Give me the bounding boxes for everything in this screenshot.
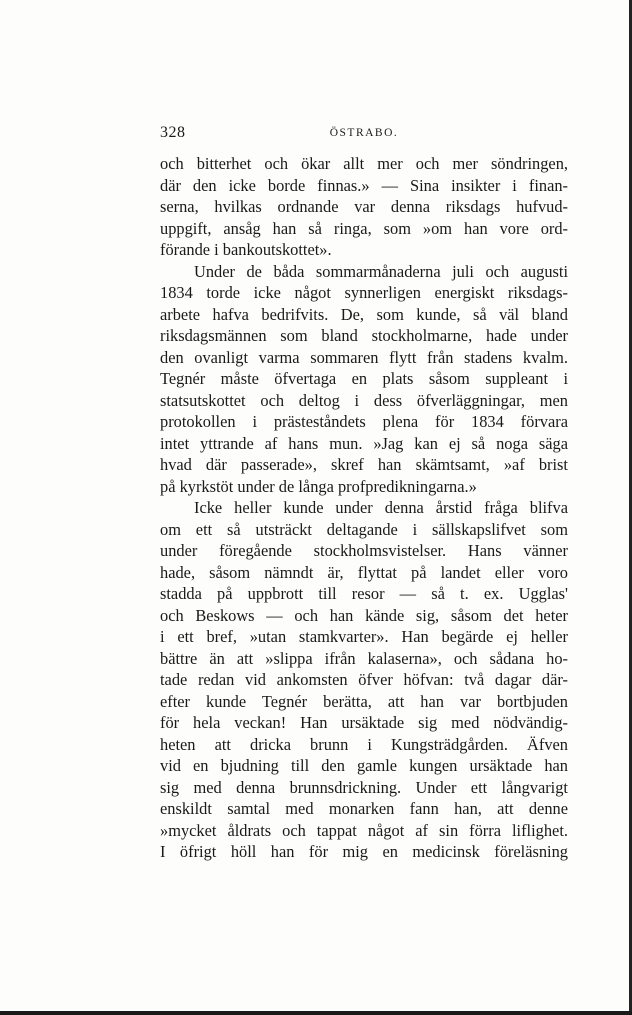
- text-line: I öfrigt höll han för mig en medicinsk föreläsning: [160, 842, 568, 861]
- text-line: den ovanligt varma sommaren flytt från stadens kvalm.: [160, 347, 568, 367]
- text-line: stadda på uppbrott till resor — så t. ex. Ugglas': [160, 584, 568, 603]
- paragraph-first-line: Under de båda sommarmånaderna juli och augusti: [194, 261, 568, 281]
- text-line: intet yttrande af hans mun. »Jag kan ej så noga säga: [160, 433, 568, 453]
- text-line: uppgift, ansåg han så ringa, som »om han vore ord-: [160, 218, 568, 238]
- text-line: »mycket åldrats och tappat något af sin förra liflighet.: [160, 820, 568, 840]
- body-text: [160, 153, 568, 863]
- text-line: 1834 torde icke något synnerligen energiskt riksdags-: [160, 283, 568, 302]
- text-line: enskildt samtal med monarken fann han, att denne: [160, 799, 568, 818]
- text-line: tade redan vid ankomsten öfver höfvan: två dagar där-: [160, 670, 568, 689]
- text-line: i ett bref, »utan stamkvarter». Han begärde ej heller: [160, 627, 568, 646]
- text-line: vid en bjudning till den gamle kungen ursäktade han: [160, 756, 568, 775]
- text-line: förande i bankoutskottet».: [160, 240, 332, 259]
- paragraph-first-line: Icke heller kunde under denna årstid fråga blifva: [194, 498, 568, 517]
- text-line: bättre än att »slippa ifrån kalaserna», och sådana ho-: [160, 648, 568, 668]
- text-line: heten att dricka brunn i Kungsträdgården. Äfven: [160, 734, 568, 754]
- text-line: om ett så utsträckt deltagande i sällskapslifvet som: [160, 519, 568, 539]
- text-line: och bitterhet och ökar allt mer och mer söndringen,: [160, 154, 568, 173]
- text-line: hade, såsom nämndt är, flyttat på landet eller voro: [160, 562, 568, 582]
- text-line: hvad där passerade», skref han skämtsamt, »af brist: [160, 455, 568, 474]
- text-line: arbete hafva bedrifvits. De, som kunde, så väl bland: [160, 304, 568, 324]
- text-line: statsutskottet och deltog i dess öfverläggningar, men: [160, 390, 568, 410]
- text-line: serna, hvilkas ordnande var denna riksdags hufvud-: [160, 197, 568, 216]
- page-header: [160, 124, 568, 144]
- text-line: Tegnér måste öfvertaga en plats såsom suppleant i: [160, 369, 568, 388]
- text-line: efter kunde Tegnér berätta, att han var bortbjuden: [160, 691, 568, 711]
- text-line: protokollen i prästeståndets plena för 1834 förvara: [160, 412, 568, 431]
- page-number: 328: [160, 124, 186, 141]
- running-title: ÖSTRABO.: [329, 127, 399, 139]
- text-line: för hela veckan! Han ursäktade sig med nödvändig-: [160, 713, 568, 732]
- scan-edge-bottom: [0, 1011, 632, 1015]
- text-line: sig med denna brunnsdrickning. Under ett långvarigt: [160, 777, 568, 797]
- text-line: riksdagsmännen som bland stockholmarne, hade under: [160, 326, 568, 345]
- text-line: under föregående stockholmsvistelser. Hans vänner: [160, 541, 568, 560]
- text-line: på kyrkstöt under de långa profpredikningarna.»: [160, 476, 477, 496]
- text-line: där den icke borde finnas.» — Sina insikter i finan-: [160, 175, 568, 195]
- text-line: och Beskows — och han kände sig, såsom det heter: [160, 605, 568, 625]
